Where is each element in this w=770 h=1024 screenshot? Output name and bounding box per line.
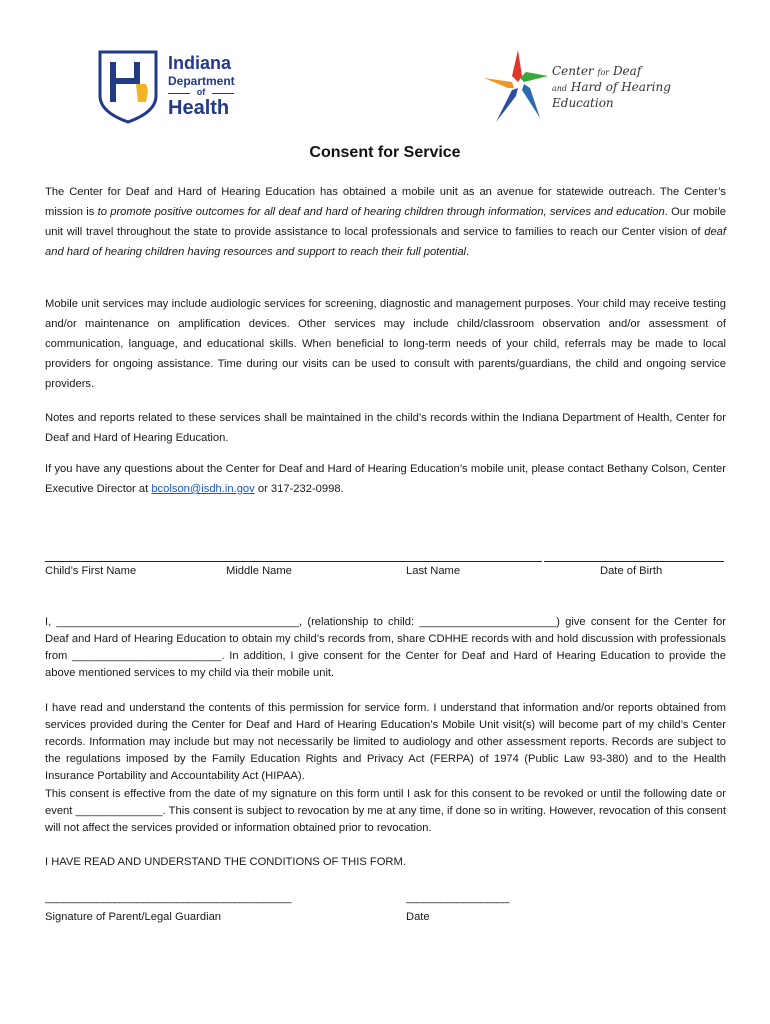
intro-paragraph (45, 182, 726, 262)
cdhhe-word-for: for (597, 68, 610, 77)
consent-paragraph: I, _______________________________________, (relationship to child: ______________________) give consent for the Center for Deaf and Hard of Hearing Education to obtain my child’s records from, share CDHHE records with and hold discussion with professionals from ________________________. In addition, I give consent for the Center for Deaf and Hard of Hearing Education to provide the above mentioned services to my child via their mobile unit. (45, 616, 726, 679)
date-line[interactable]: __________________ (406, 892, 509, 904)
cdhhe-logo (482, 46, 682, 126)
child-first-name-label: Child’s First Name (45, 565, 137, 577)
star-burst-icon (482, 46, 554, 126)
idoh-logo (96, 46, 246, 126)
contact-text-1: If you have any questions about the Center for Deaf and Hard of Hearing Education’s mobile unit, please contact Bethany Colson, Center Executive Director at (45, 463, 726, 495)
idoh-logo-line4: Health (168, 97, 230, 119)
conditions-statement: I HAVE READ AND UNDERSTAND THE CONDITIONS OF THIS FORM. (45, 856, 406, 868)
intro-text-2: . Our mobile unit will travel throughout the state to provide assistance to local professionals and service to families to reach our Center vision of (45, 206, 727, 238)
cdhhe-word-deaf: Deaf (612, 64, 642, 78)
date-label: Date (406, 911, 430, 923)
cdhhe-word-education: Education (552, 96, 614, 110)
date-of-birth-label: Date of Birth (600, 565, 663, 577)
idoh-emblem-icon (96, 46, 160, 124)
contact-paragraph (45, 459, 726, 499)
page-title: Consent for Service (309, 144, 461, 161)
middle-name-label: Middle Name (226, 565, 292, 577)
cdhhe-word-and: and (552, 84, 568, 93)
contact-text-2: or 317-232-0998. (254, 483, 344, 495)
mission-statement: to promote positive outcomes for all deaf and hard of hearing children through information, services and education (97, 206, 665, 218)
idoh-logo-line2: Department (168, 74, 235, 88)
vision-statement: deaf and hard of hearing children having resources and support to reach their full potential (45, 226, 726, 258)
signature-line[interactable]: ___________________________________________ (45, 892, 292, 904)
date-of-birth-line[interactable] (544, 561, 724, 562)
signature-label: Signature of Parent/Legal Guardian (45, 911, 222, 923)
last-name-label: Last Name (406, 565, 461, 577)
services-paragraph: Mobile unit services may include audiologic services for screening, diagnostic and management purposes. Your child may receive testing and/or maintenance on amplification devices. Other services may include child/classroom observation and/or assessment of communication, language, and educational skills. When beneficial to long-term needs of your child, referrals may be made to local providers for ongoing assistance. Time during our visits can be used to consult with parents/guardians, the child and ongoing service providers. (45, 298, 726, 390)
child-name-line[interactable] (45, 561, 542, 562)
cdhhe-word-hard-of-hearing: Hard of Hearing (570, 80, 671, 94)
notes-paragraph: Notes and reports related to these services shall be maintained in the child’s records within the Indiana Department of Health, Center for Deaf and Hard of Hearing Education. (45, 412, 726, 444)
effective-paragraph: This consent is effective from the date of my signature on this form until I ask for this consent to be revoked or until the following date or event ______________. This consent is subject to revocation by me at any time, if done so in writing. However, revocation of this consent will not affect the services provided or information obtained prior to revocation. (45, 788, 726, 834)
idoh-logo-line3: of (168, 88, 234, 97)
email-link[interactable]: bcolson@isdh.in.gov (151, 483, 255, 495)
idoh-logo-line1: Indiana (168, 53, 232, 73)
intro-text-3: . (466, 246, 470, 258)
cdhhe-word-center: Center (552, 64, 594, 78)
intro-text-1: The Center for Deaf and Hard of Hearing Education has obtained a mobile unit as an avenue for statewide outreach. The Center’s mission is (45, 186, 726, 218)
understand-paragraph: I have read and understand the contents of this permission for service form. I understand that information and/or reports obtained from services provided during the Center for Deaf and Hard of Hearing Education’s Mobile Unit visit(s) will become part of my child’s Center records. Information may include but may not necessarily be limited to audiology and other assessment reports. Records are subject to the regulations imposed by the Family Education Rights and Privacy Act (FERPA) of 1974 (Public Law 93-380) and to the Health Insurance Portability and Accountability Act (HIPAA). (45, 702, 726, 782)
